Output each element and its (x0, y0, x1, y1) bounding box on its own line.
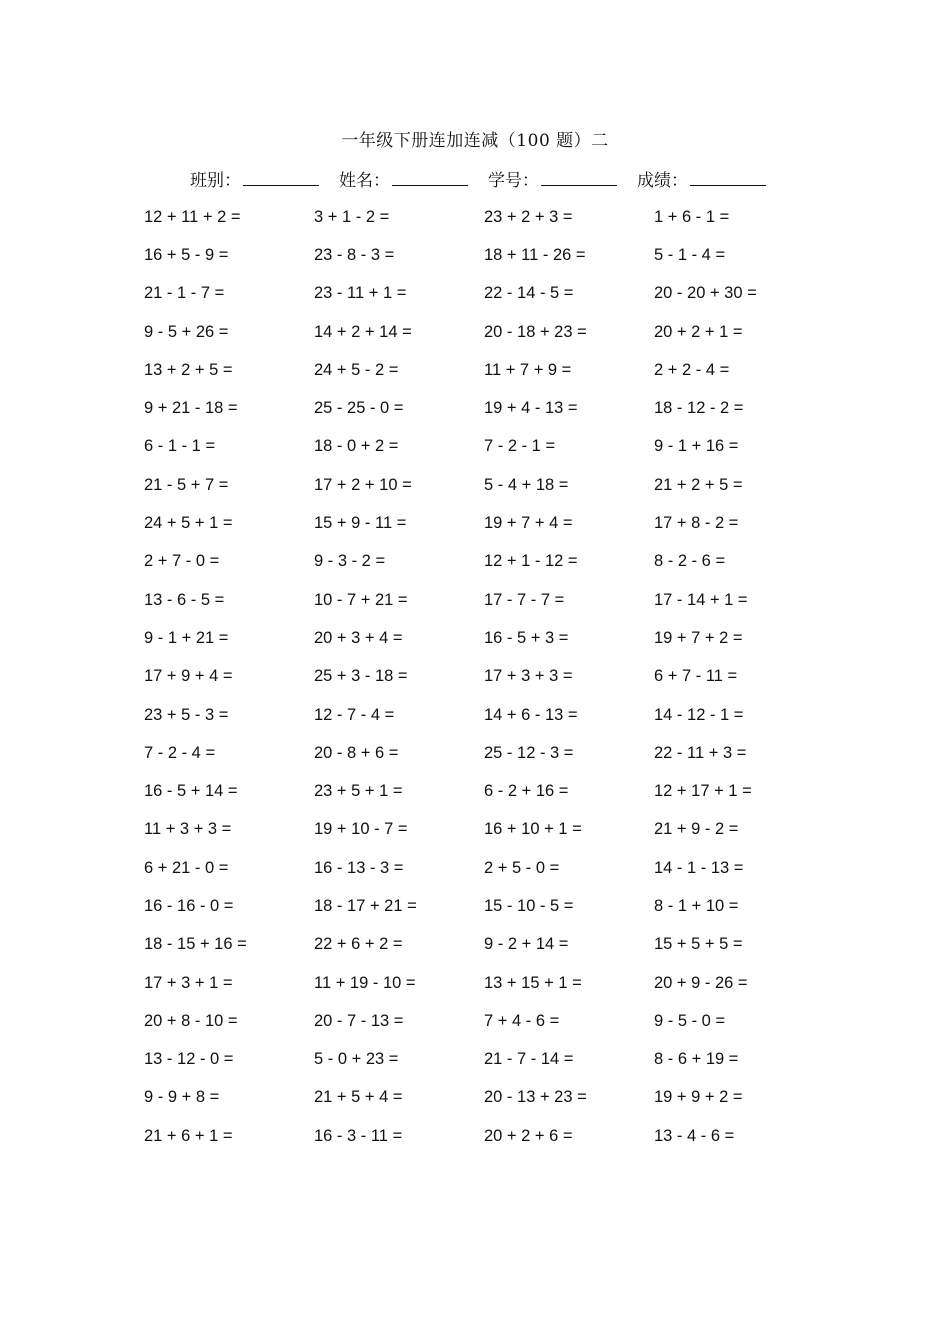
math-problem: 20 - 8 + 6 = (314, 743, 399, 762)
math-problem: 17 + 8 - 2 = (654, 514, 739, 533)
math-problem: 6 + 21 - 0 = (144, 858, 229, 877)
math-problem: 20 + 2 + 6 = (484, 1126, 573, 1145)
math-problem: 19 + 10 - 7 = (314, 820, 408, 839)
math-problem: 6 - 1 - 1 = (144, 437, 216, 456)
math-problem: 15 + 9 - 11 = (314, 514, 407, 533)
math-problem: 9 - 5 + 26 = (144, 322, 229, 341)
math-problem: 7 + 4 - 6 = (484, 1011, 560, 1030)
math-problem: 12 + 11 + 2 = (144, 207, 241, 226)
math-problem: 23 - 8 - 3 = (314, 245, 395, 264)
math-problem: 23 + 5 - 3 = (144, 705, 229, 724)
math-problem: 17 - 14 + 1 = (654, 590, 748, 609)
math-problem: 9 - 5 - 0 = (654, 1011, 726, 1030)
math-problem: 9 - 2 + 14 = (484, 935, 569, 954)
math-problem: 24 + 5 + 1 = (144, 514, 233, 533)
math-problem: 25 + 3 - 18 = (314, 667, 408, 686)
math-problem: 17 + 3 + 1 = (144, 973, 233, 992)
name-label: 姓名： (339, 171, 390, 191)
math-problem: 5 - 1 - 4 = (654, 245, 726, 264)
math-problem: 22 + 6 + 2 = (314, 935, 403, 954)
math-problem: 17 + 9 + 4 = (144, 667, 233, 686)
math-problem: 25 - 25 - 0 = (314, 399, 404, 418)
math-problem: 7 - 2 - 4 = (144, 743, 216, 762)
class-field (190, 166, 319, 191)
math-problem: 21 + 5 + 4 = (314, 1088, 403, 1107)
math-problem: 17 - 7 - 7 = (484, 590, 565, 609)
math-problem: 20 - 18 + 23 = (484, 322, 587, 341)
student-number-field (488, 166, 617, 191)
math-problem: 11 + 19 - 10 = (314, 973, 416, 992)
math-problem: 12 + 1 - 12 = (484, 552, 578, 571)
math-problem: 20 + 8 - 10 = (144, 1011, 238, 1030)
math-problem: 16 + 10 + 1 = (484, 820, 582, 839)
name-blank[interactable] (392, 169, 468, 186)
math-problem: 20 - 13 + 23 = (484, 1088, 587, 1107)
score-label: 成绩： (637, 171, 688, 191)
math-problem: 10 - 7 + 21 = (314, 590, 408, 609)
math-problem: 13 - 4 - 6 = (654, 1126, 735, 1145)
student-number-blank[interactable] (541, 169, 617, 186)
math-problem: 9 - 3 - 2 = (314, 552, 386, 571)
score-blank[interactable] (690, 169, 766, 186)
math-problem: 8 - 1 + 10 = (654, 896, 739, 915)
math-problem: 21 + 6 + 1 = (144, 1126, 233, 1145)
math-problem: 12 + 17 + 1 = (654, 782, 752, 801)
math-problem: 23 + 5 + 1 = (314, 782, 403, 801)
math-problem: 16 - 5 + 14 = (144, 782, 238, 801)
math-problem: 23 + 2 + 3 = (484, 207, 573, 226)
problem-grid (144, 198, 824, 1155)
math-problem: 20 + 9 - 26 = (654, 973, 748, 992)
math-problem: 21 - 5 + 7 = (144, 475, 229, 494)
math-problem: 13 + 2 + 5 = (144, 360, 233, 379)
math-problem: 21 - 1 - 7 = (144, 284, 225, 303)
math-problem: 14 - 1 - 13 = (654, 858, 744, 877)
math-problem: 20 - 7 - 13 = (314, 1011, 404, 1030)
math-problem: 13 - 12 - 0 = (144, 1050, 234, 1069)
math-problem: 14 + 6 - 13 = (484, 705, 578, 724)
math-problem: 22 - 14 - 5 = (484, 284, 574, 303)
math-problem: 19 + 7 + 2 = (654, 628, 743, 647)
math-problem: 17 + 2 + 10 = (314, 475, 412, 494)
math-problem: 5 - 0 + 23 = (314, 1050, 399, 1069)
math-problem: 14 - 12 - 1 = (654, 705, 744, 724)
math-problem: 7 - 2 - 1 = (484, 437, 556, 456)
math-problem: 9 + 21 - 18 = (144, 399, 238, 418)
class-blank[interactable] (243, 169, 319, 186)
math-problem: 20 - 20 + 30 = (654, 284, 757, 303)
math-problem: 6 + 7 - 11 = (654, 667, 738, 686)
math-problem: 16 + 5 - 9 = (144, 245, 229, 264)
math-problem: 9 - 1 + 21 = (144, 628, 229, 647)
math-problem: 2 + 5 - 0 = (484, 858, 560, 877)
math-problem: 8 - 2 - 6 = (654, 552, 726, 571)
math-problem: 8 - 6 + 19 = (654, 1050, 739, 1069)
math-problem: 14 + 2 + 14 = (314, 322, 412, 341)
student-number-label: 学号： (488, 171, 539, 191)
math-problem: 20 + 2 + 1 = (654, 322, 743, 341)
math-problem: 16 - 13 - 3 = (314, 858, 404, 877)
math-problem: 21 + 2 + 5 = (654, 475, 743, 494)
math-problem: 9 - 9 + 8 = (144, 1088, 220, 1107)
student-info-row (190, 166, 786, 191)
class-label: 班别： (190, 171, 241, 191)
math-problem: 2 + 7 - 0 = (144, 552, 220, 571)
math-problem: 11 + 3 + 3 = (144, 820, 232, 839)
math-problem: 3 + 1 - 2 = (314, 207, 390, 226)
math-problem: 18 - 0 + 2 = (314, 437, 399, 456)
math-problem: 19 + 9 + 2 = (654, 1088, 743, 1107)
math-problem: 13 - 6 - 5 = (144, 590, 225, 609)
math-problem: 12 - 7 - 4 = (314, 705, 395, 724)
math-problem: 18 - 15 + 16 = (144, 935, 247, 954)
math-problem: 24 + 5 - 2 = (314, 360, 399, 379)
math-problem: 15 - 10 - 5 = (484, 896, 574, 915)
math-problem: 23 - 11 + 1 = (314, 284, 407, 303)
math-problem: 25 - 12 - 3 = (484, 743, 574, 762)
math-problem: 18 - 12 - 2 = (654, 399, 744, 418)
math-problem: 18 - 17 + 21 = (314, 896, 417, 915)
math-problem: 16 - 16 - 0 = (144, 896, 234, 915)
math-problem: 19 + 4 - 13 = (484, 399, 578, 418)
math-problem: 21 + 9 - 2 = (654, 820, 739, 839)
math-problem: 22 - 11 + 3 = (654, 743, 747, 762)
math-problem: 11 + 7 + 9 = (484, 360, 572, 379)
math-problem: 19 + 7 + 4 = (484, 514, 573, 533)
score-field (637, 166, 766, 191)
math-problem: 17 + 3 + 3 = (484, 667, 573, 686)
math-problem: 2 + 2 - 4 = (654, 360, 730, 379)
math-problem: 16 - 3 - 11 = (314, 1126, 403, 1145)
math-problem: 15 + 5 + 5 = (654, 935, 743, 954)
name-field (339, 166, 468, 191)
math-problem: 20 + 3 + 4 = (314, 628, 403, 647)
math-problem: 9 - 1 + 16 = (654, 437, 739, 456)
math-problem: 21 - 7 - 14 = (484, 1050, 574, 1069)
worksheet-title: 一年级下册连加连减（100 题）二 (341, 131, 609, 151)
math-problem: 13 + 15 + 1 = (484, 973, 582, 992)
math-problem: 16 - 5 + 3 = (484, 628, 569, 647)
math-problem: 6 - 2 + 16 = (484, 782, 569, 801)
math-problem: 18 + 11 - 26 = (484, 245, 586, 264)
math-problem: 5 - 4 + 18 = (484, 475, 569, 494)
math-problem: 1 + 6 - 1 = (654, 207, 730, 226)
